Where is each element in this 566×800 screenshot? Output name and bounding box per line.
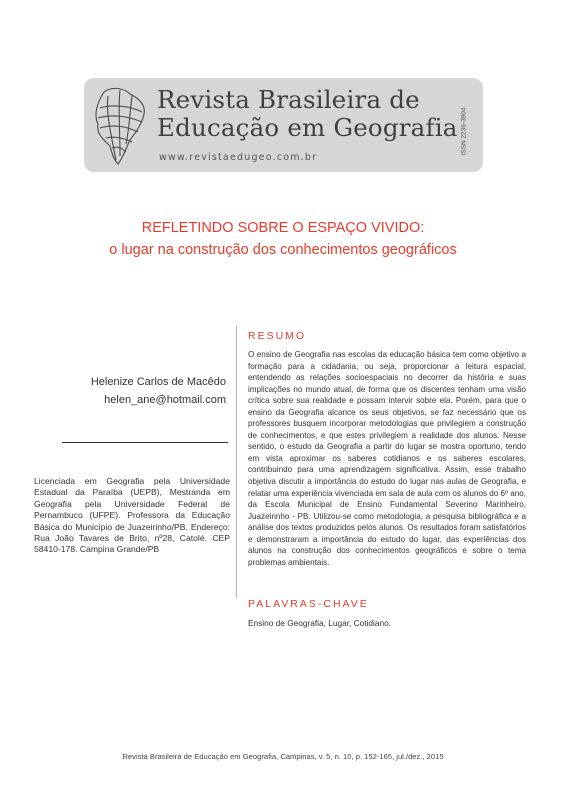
column-divider — [236, 326, 237, 598]
author-divider — [62, 442, 228, 443]
issn-label: ISSN 2236-3904 — [460, 107, 468, 156]
article-title-line1: REFLETINDO SOBRE O ESPAÇO VIVIDO: — [141, 220, 425, 236]
abstract-text: O ensino de Geografia nas escolas da educação básica tem como objetivo a formação para a cidadania, ou seja, proporcionar a leitura espacial, entendendo as relações socioespaciais no decorrer da história e suas implicações no mundo atual, de forma que os discentes tenham uma visão crítica sobre sua realidade e possam intervir sobre ela. Porém, para que o ensino da Geografia alcance os seus objetivos, se faz necessário que os professores busquem incorporar metodologias que privilegiem a construção de conhecimentos, e que estes privilegiem a realidade dos alunos. Nesse sentido, o estudo da Geografia a partir do lugar se mostra oportuno, tendo em vista aproximar os saberes cotidianos e os saberes escolares, contribuindo para uma aprendizagem significativa. Assim, esse trabalho objetiva discutir a importância do estudo do lugar nas aulas de Geografia, e relatar uma experiência vivenciada em sala de aula com os alunos do 6º ano, da Escola Municipal de Ensino Fundamental Severino Marinheiro, Juazeirinho - PB. Utilizou-se como metodologia, a pesquisa bibliográfica e a análise dos textos produzidos pelos alunos. Os resultados foram satisfatórios e demonstraram a importância do estudo do lugar, das experiências dos alunos na construção dos conhecimentos geográficos e sobre o tema problemas ambientais. — [248, 350, 526, 567]
author-affiliation: Licenciada em Geografia pela Universidade Estadual da Paraíba (UEPB), Mestranda em Geografia pela Universidade Federal de Pernambuco (UFPE). Professora da Educação Básica do Município de Juazeirinho/PB. Endereço: Rua João Tavares de Brito, nº28, Catolé. CEP 58410-178. Campina Grande/PB — [34, 476, 230, 555]
keywords-heading: PALAVRAS-CHAVE — [248, 598, 369, 610]
author-name: Helenize Carlos de Macêdo — [90, 376, 226, 388]
abstract-heading: RESUMO — [248, 330, 307, 342]
journal-title-line2: Educação em Geografia — [157, 113, 458, 142]
journal-url[interactable]: www.revistaedugeo.com.br — [159, 152, 318, 163]
author-email[interactable]: helen_ane@hotmail.com — [104, 394, 226, 406]
article-title-line2: o lugar na construção dos conhecimentos geográficos — [109, 242, 457, 258]
brazil-map-logo-icon — [90, 84, 150, 168]
journal-title-line1: Revista Brasileira de — [157, 85, 420, 114]
keywords-text: Ensino de Geografia, Lugar, Cotidiano. — [248, 618, 391, 628]
footer-citation: Revista Brasileira de Educação em Geografia, Campinas, v. 5, n. 10, p. 152-165, jul./dez., 2015 — [122, 752, 444, 761]
journal-title — [157, 86, 467, 142]
